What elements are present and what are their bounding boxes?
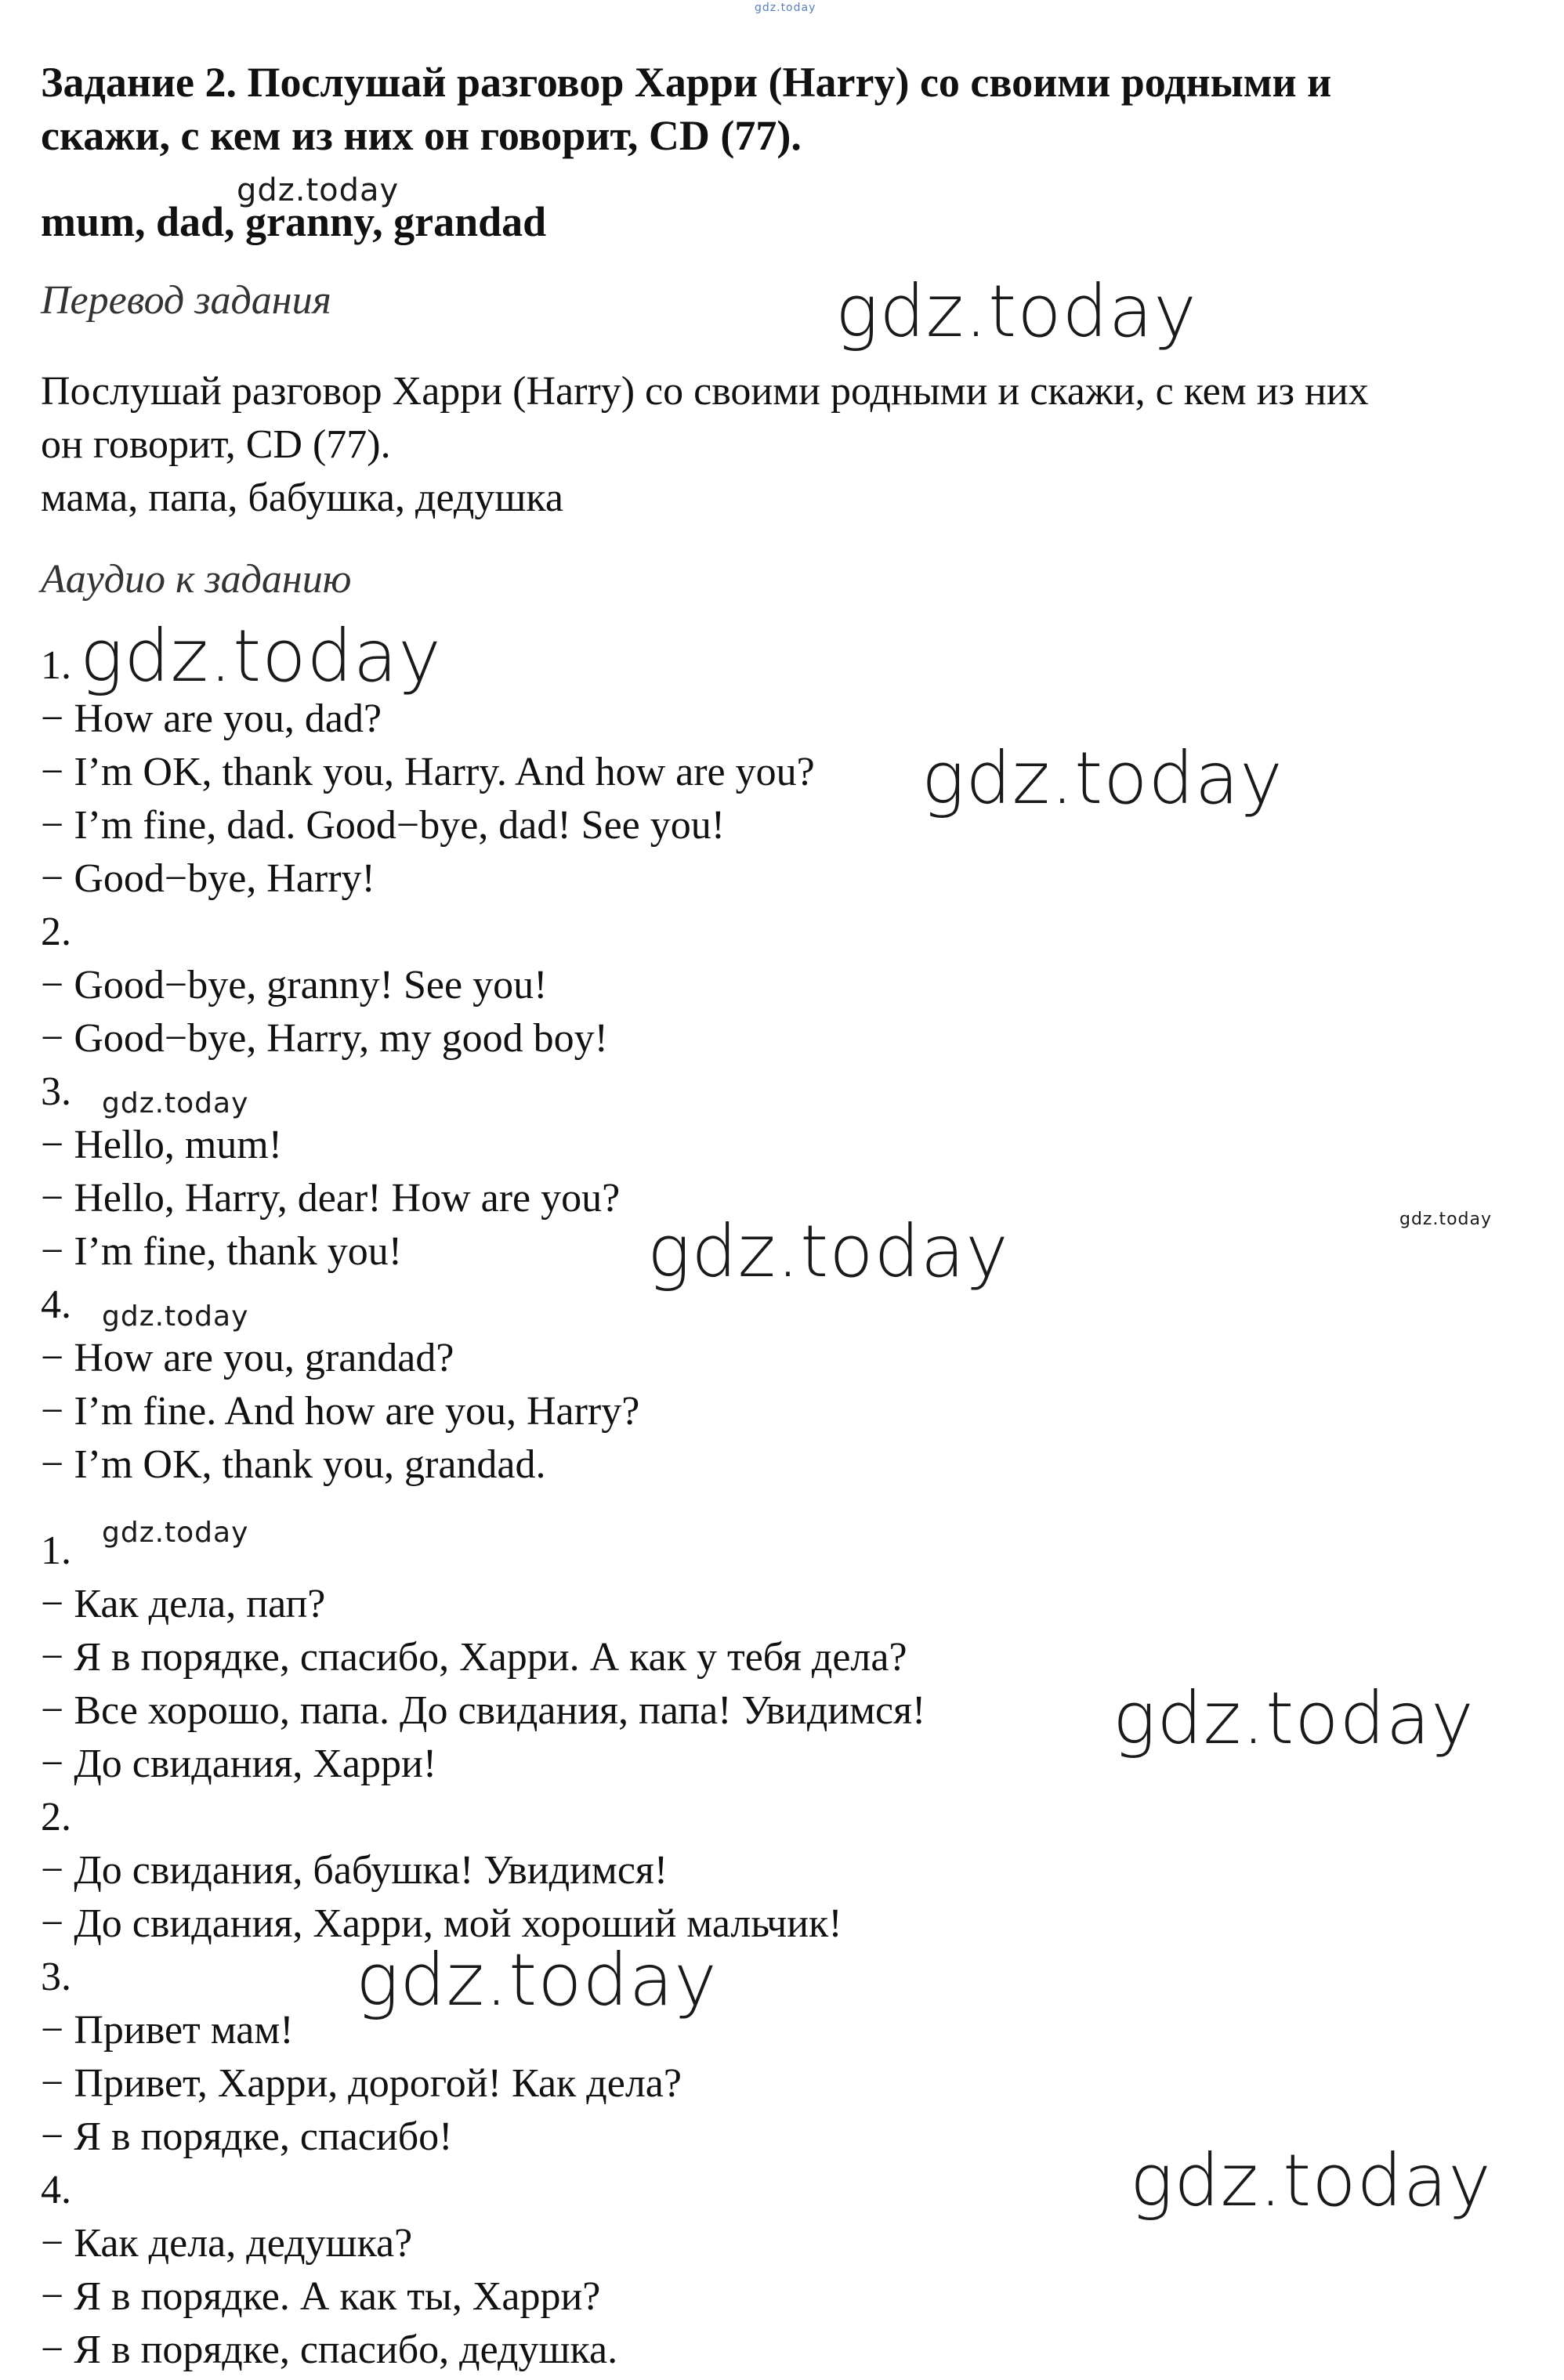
translation-words: мама, папа, бабушка, дедушка [41,476,563,520]
dialogue-ru-4-line: − Я в порядке, спасибо, дедушка. [41,2328,618,2372]
dialogue-ru-1-number: 1. [41,1528,71,1573]
audio-label: Аaудио к заданию [41,557,352,602]
watermark: gdz.today [921,736,1283,820]
dialogue-ru-1-line: − Все хорошо, папа. До свидания, папа! Увидимся! [41,1688,926,1733]
dialogue-en-3-line: − Hello, Harry, dear! How are you? [41,1176,621,1221]
dialogue-en-3-number: 3. [41,1069,71,1114]
dialogue-en-1-line: − How are you, dad? [41,696,382,741]
watermark: gdz.today [237,172,400,208]
dialogue-en-2-number: 2. [41,910,71,954]
dialogue-en-4-number: 4. [41,1282,71,1327]
watermark: gdz.today [102,1300,249,1333]
dialogue-ru-4-line: − Как дела, дедушка? [41,2221,413,2266]
dialogue-ru-3-line: − Я в порядке, спасибо! [41,2114,453,2159]
dialogue-ru-1-line: − Я в порядке, спасибо, Харри. А как у тебя дела? [41,1635,907,1680]
dialogue-ru-3-line: − Привет, Харри, дорогой! Как дела? [41,2061,682,2106]
watermark: gdz.today [1399,1210,1493,1229]
watermark: gdz.today [1130,2139,1492,2223]
dialogue-ru-4-number: 4. [41,2168,71,2212]
dialogue-ru-4-line: − Я в порядке. А как ты, Харри? [41,2274,601,2319]
dialogue-en-2-line: − Good−bye, granny! See you! [41,963,548,1007]
dialogue-en-1-number: 1. [41,643,71,688]
watermark: gdz.today [102,1517,249,1549]
dialogue-en-2-line: − Good−bye, Harry, my good boy! [41,1016,608,1061]
dialogue-ru-3-number: 3. [41,1955,71,1999]
dialogue-ru-2-line: − До свидания, Харри, мой хороший мальчик! [41,1901,842,1946]
dialogue-ru-2-line: − До свидания, бабушка! Увидимся! [41,1848,668,1893]
task-title-line2: скажи, с кем из них он говорит, CD (77). [41,112,802,159]
dialogue-en-4-line: − How are you, grandad? [41,1336,454,1380]
dialogue-en-4-line: − I’m fine. And how are you, Harry? [41,1389,640,1434]
translation-line1: Послушай разговор Харри (Harry) со своими родными и скажи, с кем из них [41,369,1369,414]
watermark: gdz.today [102,1087,249,1119]
translation-label: Перевод задания [41,278,331,323]
watermark: gdz.today [1113,1676,1475,1760]
dialogue-en-3-line: − Hello, mum! [41,1123,283,1167]
translation-line2: он говорит, CD (77). [41,422,391,467]
dialogue-ru-1-line: − До свидания, Харри! [41,1742,437,1786]
watermark: gdz.today [647,1210,1009,1293]
dialogue-ru-1-line: − Как дела, пап? [41,1582,326,1626]
dialogue-en-4-line: − I’m OK, thank you, grandad. [41,1442,546,1487]
watermark: gdz.today [356,1938,718,2022]
dialogue-ru-2-number: 2. [41,1795,71,1839]
dialogue-en-1-line: − I’m fine, dad. Good−bye, dad! See you! [41,803,726,848]
watermark: gdz.today [80,614,442,698]
watermark: gdz.today [755,2,816,14]
watermark: gdz.today [835,269,1197,353]
dialogue-en-1-line: − Good−bye, Harry! [41,856,375,901]
dialogue-en-3-line: − I’m fine, thank you! [41,1229,403,1274]
task-words: mum, dad, granny, grandad [41,198,547,245]
dialogue-en-1-line: − I’m OK, thank you, Harry. And how are you? [41,750,815,794]
task-title-line1: Задание 2. Послушай разговор Харри (Harry) со своими родными и [41,59,1332,106]
dialogue-ru-3-line: − Привет мам! [41,2008,294,2053]
